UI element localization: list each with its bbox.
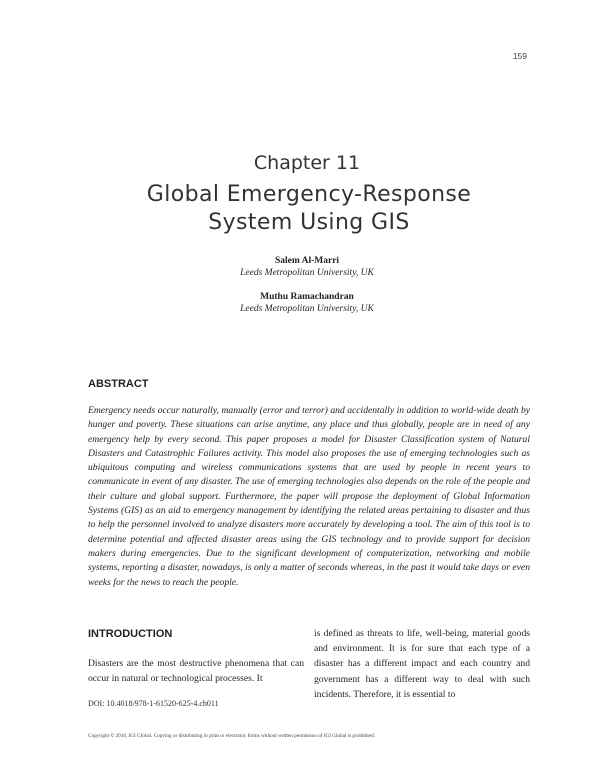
author-block: [0, 292, 600, 314]
chapter-title-line-1: Global Emergency-Response: [146, 182, 472, 207]
introduction-left-column: Disasters are the most destructive phenomena that can occur in natural or technological processes. It: [88, 658, 304, 685]
abstract-heading: ABSTRACT: [88, 378, 149, 390]
page-number: 159: [512, 51, 527, 61]
chapter-title-line-2: System Using GIS: [208, 210, 410, 235]
author-affiliation: Leeds Metropolitan University, UK: [240, 268, 374, 278]
author-name: Salem Al-Marri: [274, 256, 340, 266]
introduction-right-column: is defined as threats to life, well-being, material goods and environment. It is for sure that each type of a disaster has a different impact and each country and government has a different way to deal with such incidents. Therefore, it is essential to: [314, 628, 530, 700]
author-name: Muthu Ramachandran: [260, 292, 354, 302]
copyright-notice: Copyright © 2010, IGI Global. Copying or distributing in print or electronic forms without written permission of IGI Global is prohibited.: [88, 733, 376, 739]
doi: DOI: 10.4018/978-1-61520-625-4.ch011: [88, 699, 219, 708]
author-block: [0, 256, 600, 278]
introduction-heading: INTRODUCTION: [88, 628, 173, 640]
chapter-title: [0, 181, 600, 237]
abstract-text: Emergency needs occur naturally, manually (error and terror) and accidentally in addition to world-wide death by hunger and poverty. These situations can arise anytime, any place and thus globally, people are in need of any emergency help by every second. This paper proposes a model for Disaster Classification system of Natural Disasters and Catastrophic Failures activity. This model also proposes the use of emerging technologies such as ubiquitous computing and wireless communications systems that are used by people in recent years to communicate in event of any disaster. The use of emerging technologies also depends on the role of the people and their culture and global support. Furthermore, the paper will propose the deployment of Global Information Systems (GIS) as an aid to emergency management by identifying the related areas pertaining to disaster and thus to help the personnel involved to analyze disasters more accurately by developing a tool. The aim of this tool is to determine potential and affected disaster areas using the GIS technology and to provide support for decision makers during emergencies. Due to the significant development of computerization, networking and mobile systems, reporting a disaster, nowadays, is only a matter of seconds whereas, in the past it would take days or even weeks for the news to reach the people.: [88, 405, 530, 588]
chapter-label: Chapter 11: [253, 152, 361, 174]
author-affiliation: Leeds Metropolitan University, UK: [240, 304, 374, 314]
